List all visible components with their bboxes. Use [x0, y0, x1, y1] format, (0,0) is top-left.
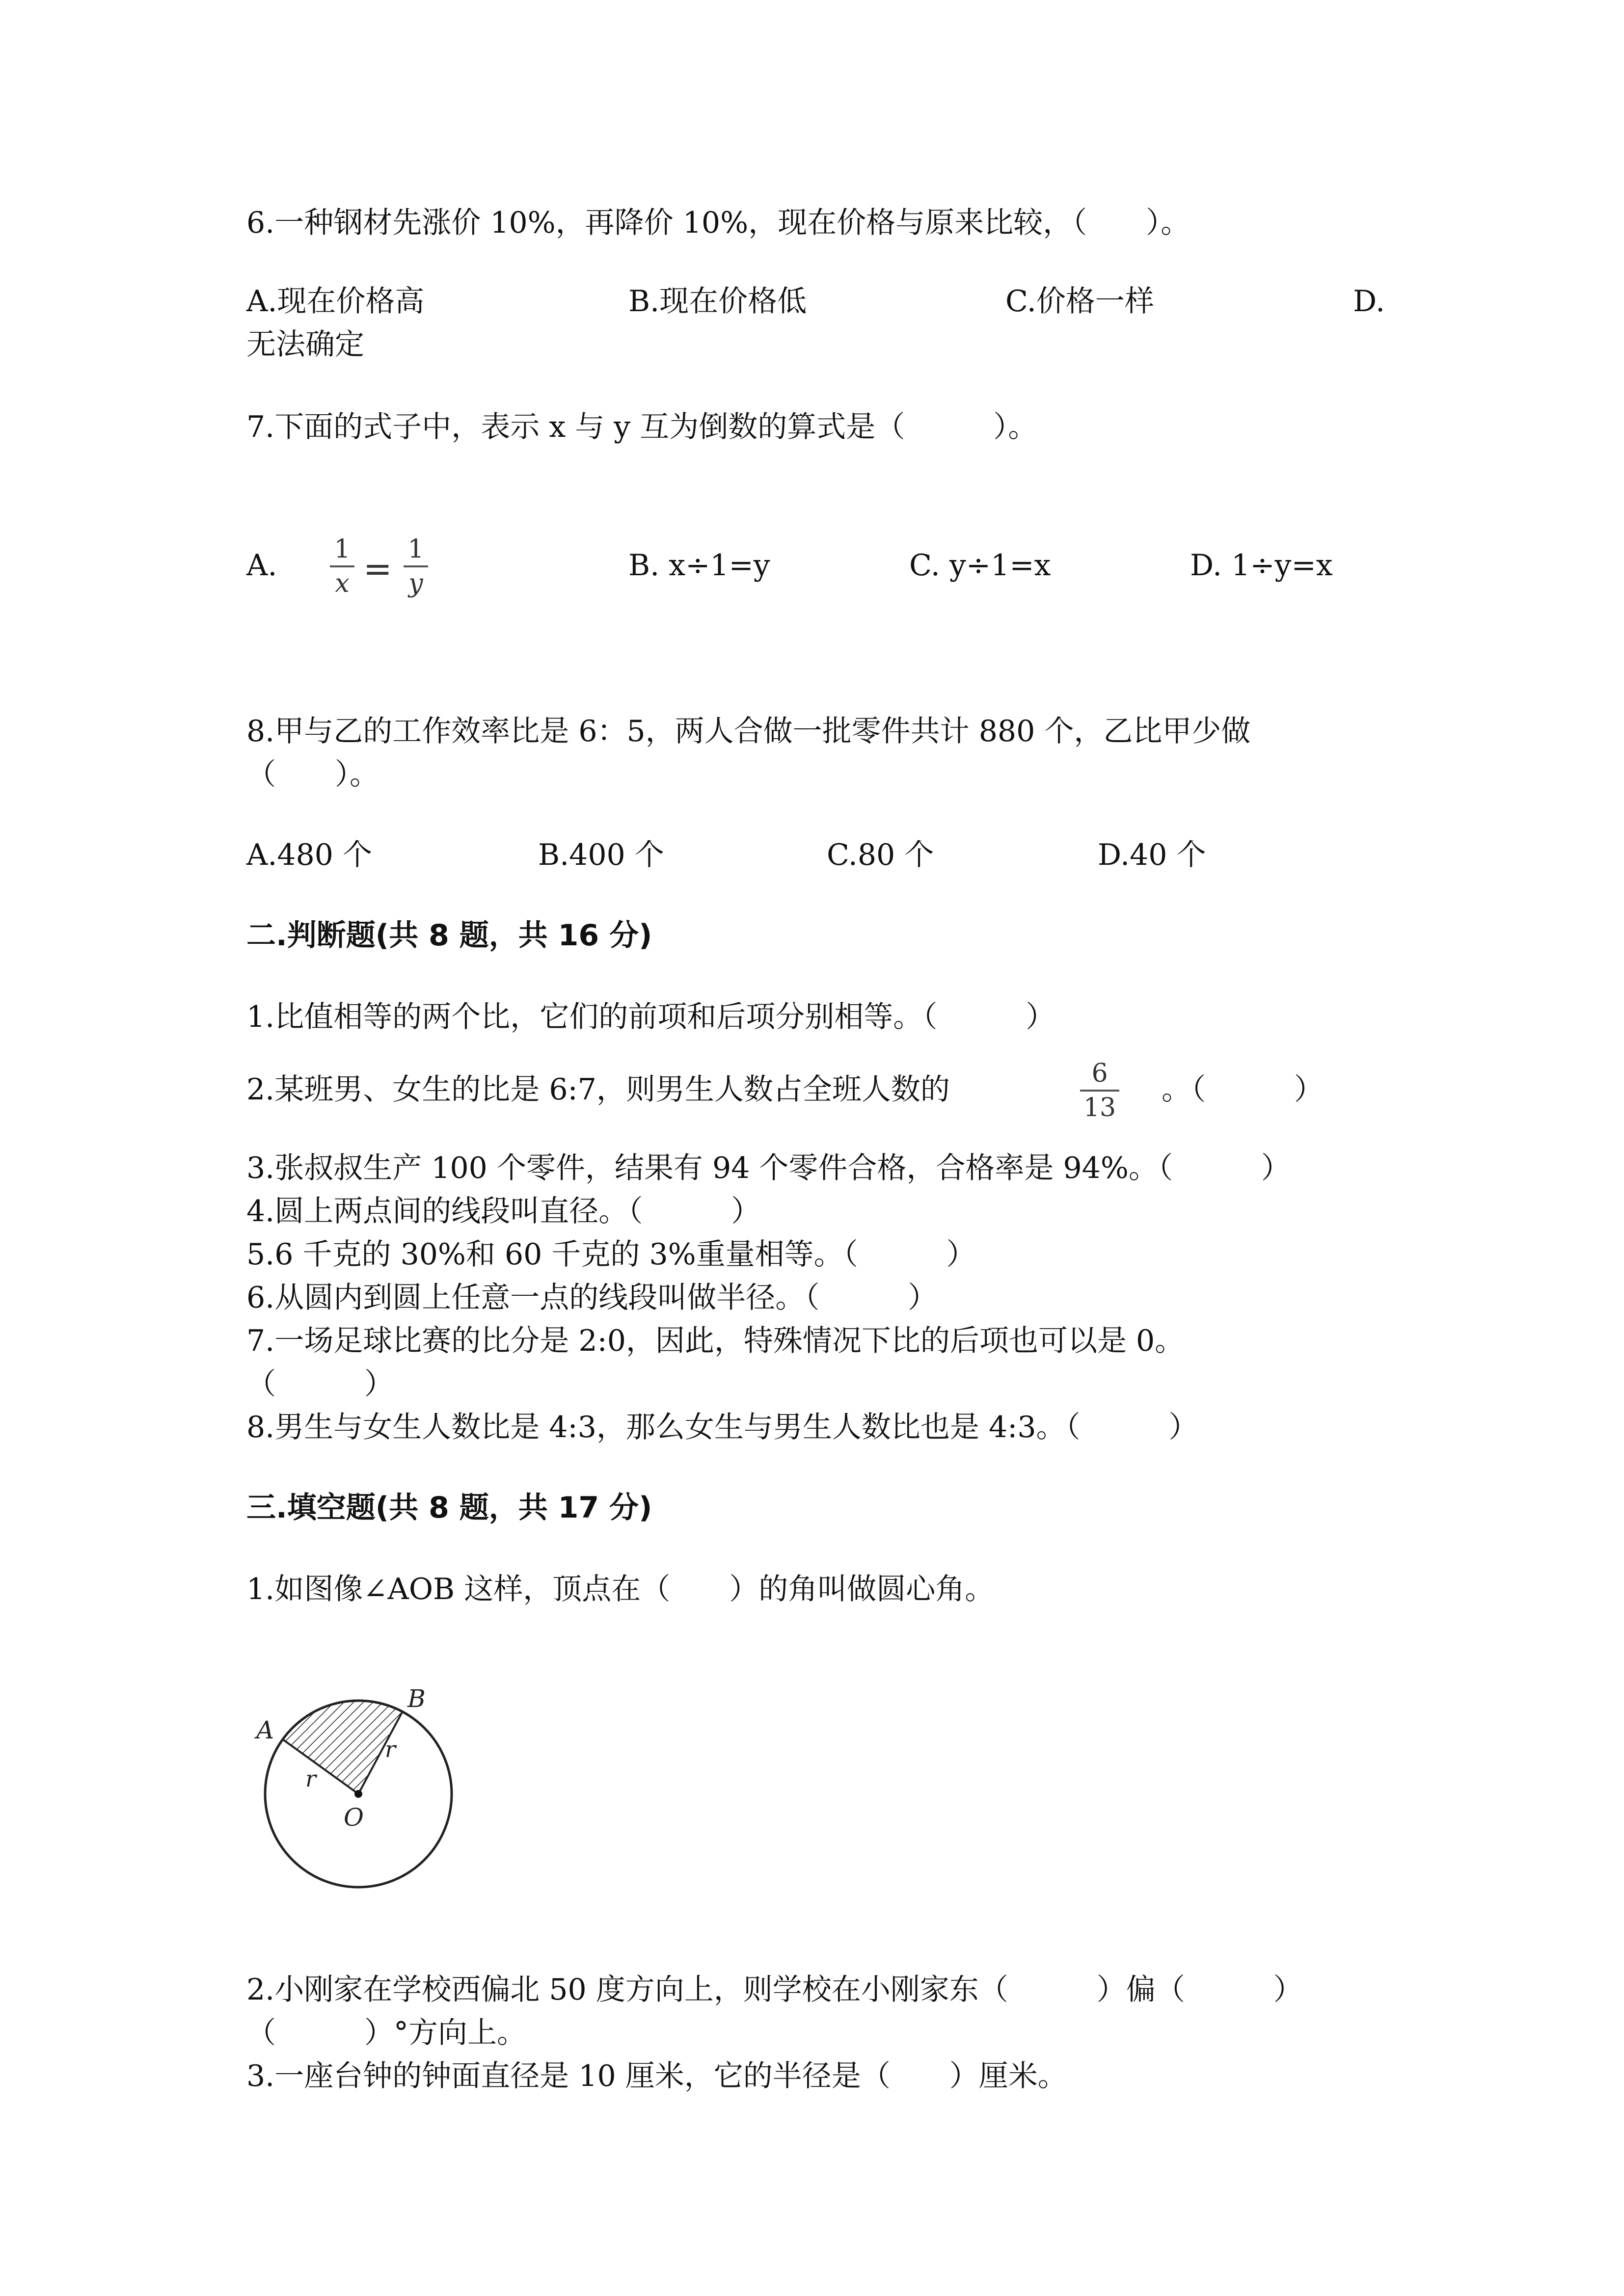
fraction-bar: [404, 565, 428, 567]
fraction-denominator: 13: [1083, 1093, 1116, 1122]
s2-q8: 8.男生与女生人数比是 4:3，那么女生与男生人数比也是 4:3。（ ）: [246, 1410, 1198, 1444]
q7-option-a-right-fraction: [404, 535, 428, 598]
q6-option-b: B.现在价格低: [628, 284, 807, 319]
q6-option-c: C.价格一样: [1005, 284, 1154, 319]
q7-option-a-equals: =: [363, 549, 392, 589]
q7-option-a-left-fraction: [330, 535, 354, 598]
s3-q2-wrap: （ ）°方向上。: [246, 2016, 526, 2050]
fraction-numerator: 1: [334, 534, 351, 564]
q7-option-b: B. x÷1=y: [628, 548, 770, 583]
q7-stem: 7.下面的式子中，表示 x 与 y 互为倒数的算式是（ ）。: [246, 410, 1038, 444]
s2-q6: 6.从圆内到圆上任意一点的线段叫做半径。（ ）: [246, 1281, 938, 1315]
q7-option-a-label: A.: [246, 548, 277, 583]
s3-q3: 3.一座台钟的钟面直径是 10 厘米，它的半径是（ ）厘米。: [246, 2059, 1067, 2093]
fraction-bar: [330, 565, 354, 567]
s2-q2-fraction: [1080, 1059, 1119, 1122]
label-r-left: r: [305, 1765, 316, 1792]
q7-option-d: D. 1÷y=x: [1190, 548, 1333, 583]
central-angle-figure: [245, 1683, 471, 1899]
s2-q3: 3.张叔叔生产 100 个零件，结果有 94 个零件合格，合格率是 94%。（ ）: [246, 1151, 1291, 1185]
fraction-denominator: x: [335, 569, 350, 598]
s3-q2: 2.小刚家在学校西偏北 50 度方向上，则学校在小刚家东（ ）偏（ ）: [246, 1973, 1303, 2007]
fraction-numerator: 1: [407, 534, 424, 564]
q8-stem: 8.甲与乙的工作效率比是 6：5，两人合做一批零件共计 880 个，乙比甲少做: [246, 714, 1251, 748]
section2-heading: 二.判断题(共 8 题，共 16 分): [246, 918, 652, 953]
fraction-bar: [1080, 1090, 1119, 1092]
q8-option-c: C.80 个: [827, 838, 934, 872]
label-b: B: [407, 1684, 426, 1713]
s2-q4: 4.圆上两点间的线段叫直径。（ ）: [246, 1194, 761, 1228]
q6-option-d-wrap: 无法确定: [246, 327, 364, 362]
fraction-numerator: 6: [1091, 1059, 1108, 1088]
center-point: [354, 1790, 362, 1798]
q8-option-d: D.40 个: [1098, 838, 1206, 872]
q8-stem-wrap: （ ）。: [246, 757, 379, 792]
s2-q1: 1.比值相等的两个比，它们的前项和后项分别相等。（ ）: [246, 1000, 1056, 1034]
label-a: A: [256, 1716, 274, 1744]
section3-heading: 三.填空题(共 8 题，共 17 分): [246, 1491, 652, 1525]
s3-q1: 1.如图像∠AOB 这样，顶点在（ ）的角叫做圆心角。: [246, 1572, 995, 1606]
q6-stem: 6.一种钢材先涨价 10%，再降价 10%，现在价格与原来比较，（ ）。: [246, 206, 1191, 240]
s2-q2-after: 。（ ）: [1162, 1072, 1324, 1107]
q6-option-d: D.: [1353, 284, 1385, 319]
q8-option-a: A.480 个: [246, 838, 372, 872]
fraction-denominator: y: [408, 569, 423, 598]
label-r-right: r: [385, 1736, 396, 1762]
label-o: O: [344, 1803, 364, 1832]
q6-option-a: A.现在价格高: [246, 284, 425, 319]
s2-q2-before: 2.某班男、女生的比是 6:7，则男生人数占全班人数的: [246, 1072, 950, 1107]
s2-q7-wrap: （ ）: [246, 1367, 394, 1401]
q7-option-c: C. y÷1=x: [909, 548, 1051, 583]
s2-q5: 5.6 千克的 30%和 60 千克的 3%重量相等。（ ）: [246, 1237, 976, 1272]
q8-option-b: B.400 个: [538, 838, 664, 872]
s2-q7: 7.一场足球比赛的比分是 2:0，因此，特殊情况下比的后项也可以是 0。: [246, 1324, 1185, 1358]
